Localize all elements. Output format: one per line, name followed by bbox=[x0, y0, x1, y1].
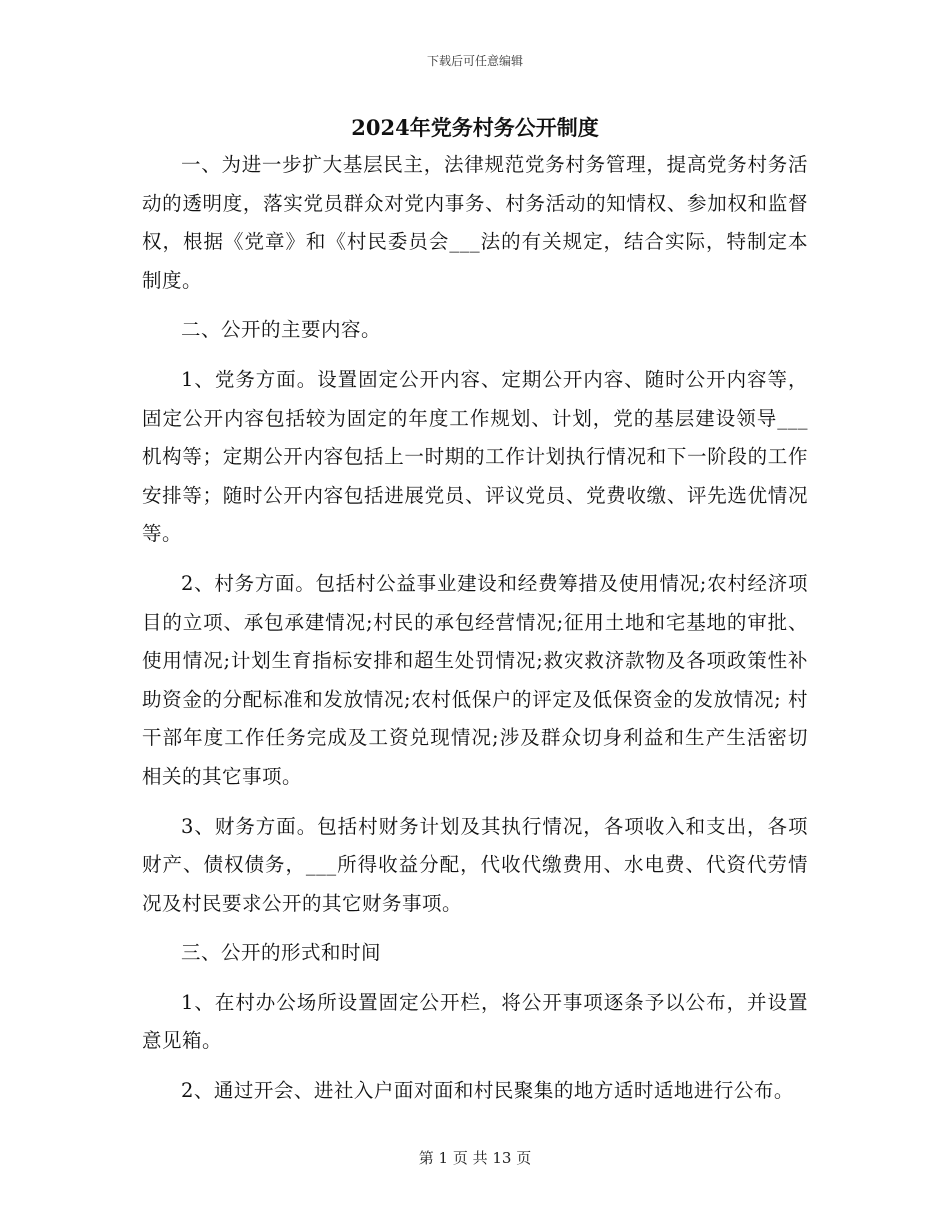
paragraph-section-3-heading: 三、公开的形式和时间 bbox=[181, 941, 382, 965]
paragraph-intro: 一、为进一步扩大基层民主，法律规范党务村务管理，提高党务村务活动的透明度，落实党员群众对党内事务、村务活动的知情权、参加权和监督权，根据《党章》和《村民委员会___法的有关规定，结合实际，特制定本制度。 bbox=[142, 153, 808, 292]
page-header-note: 下载后可任意编辑 bbox=[426, 54, 523, 68]
paragraph-meetings: 2、通过开会、进社入户面对面和村民聚集的地方适时适地进行公布。 bbox=[181, 1079, 794, 1103]
document-body bbox=[142, 146, 808, 1122]
paragraph-village-affairs: 2、村务方面。包括村公益事业建设和经费筹措及使用情况;农村经济项目的立项、承包承建情况;村民的承包经营情况;征用土地和宅基地的审批、使用情况;计划生育指标安排和超生处罚情况;救灾救济款物及各项政策性补助资金的分配标准和发放情况;农村低保户的评定及低保资金的发放情况; 村干部年度工作任务完成及工资兑现情况;涉及群众切身利益和生产生活密切相关的其它事项。 bbox=[142, 571, 808, 788]
paragraph-financial-affairs: 3、财务方面。包括村财务计划及其执行情况，各项收入和支出，各项财产、债权债务，___所得收益分配，代收代缴费用、水电费、代资代劳情况及村民要求公开的其它财务事项。 bbox=[142, 814, 808, 915]
document-title: 2024年党务村务公开制度 bbox=[351, 115, 599, 140]
paragraph-party-affairs: 1、党务方面。设置固定公开内容、定期公开内容、随时公开内容等，固定公开内容包括较为固定的年度工作规划、计划，党的基层建设领导___机构等；定期公开内容包括上一时期的工作计划执行情况和下一阶段的工作安排等；随时公开内容包括进展党员、评议党员、党费收缴、评先选优情况等。 bbox=[142, 367, 808, 546]
paragraph-public-board: 1、在村办公场所设置固定公开栏，将公开事项逐条予以公布，并设置意见箱。 bbox=[142, 990, 808, 1053]
page-number: 第 1 页 共 13 页 bbox=[418, 1149, 532, 1167]
paragraph-section-2-heading: 二、公开的主要内容。 bbox=[181, 318, 382, 342]
